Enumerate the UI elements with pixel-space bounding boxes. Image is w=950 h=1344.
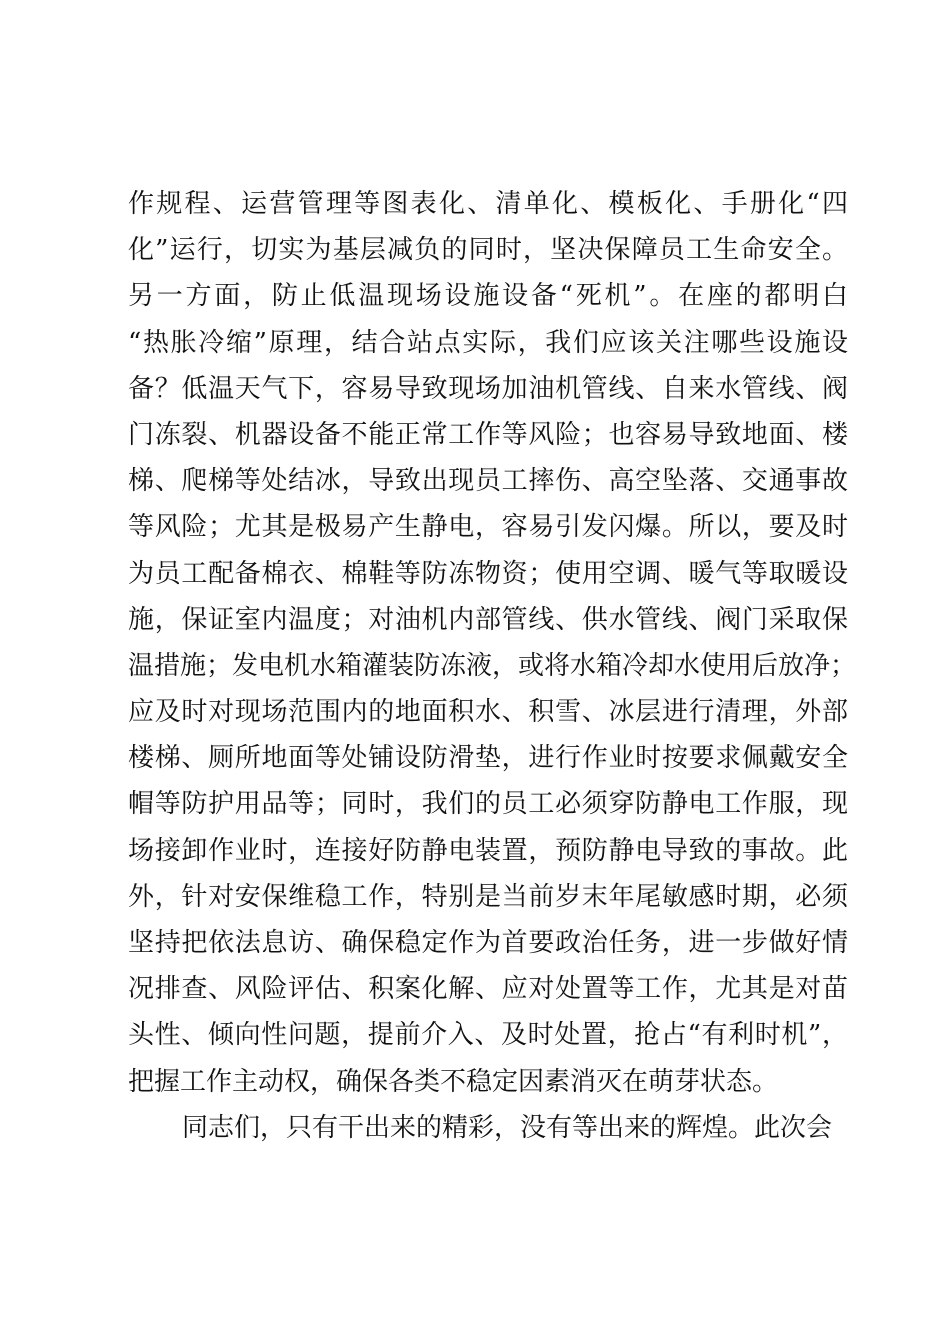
text-line: “热胀冷缩”原理，结合站点实际，我们应该关注哪些设施设 xyxy=(128,327,848,358)
text-line: 场接卸作业时，连接好防静电装置，预防静电导致的事故。此 xyxy=(128,835,848,866)
text-line: 作规程、运营管理等图表化、清单化、模板化、手册化“四 xyxy=(128,189,848,219)
text-line: 化”运行，切实为基层减负的同时，坚决保障员工生命安全。 xyxy=(128,235,848,266)
text-line: 等风险；尤其是极易产生静电，容易引发闪爆。所以，要及时 xyxy=(128,512,848,543)
text-line: 施，保证室内温度；对油机内部管线、供水管线、阀门采取保 xyxy=(128,604,848,635)
text-line: 另一方面，防止低温现场设施设备“死机”。在座的都明白 xyxy=(128,281,848,312)
text-line: 备？低温天气下，容易导致现场加油机管线、自来水管线、阀 xyxy=(128,373,848,404)
text-line: 把握工作主动权，确保各类不稳定因素消灭在萌芽状态。 xyxy=(128,1066,779,1097)
text-line: 应及时对现场范围内的地面积水、积雪、冰层进行清理，外部 xyxy=(128,697,848,728)
text-line: 头性、倾向性问题，提前介入、及时处置，抢占“有利时机”， xyxy=(128,1020,848,1051)
body-text xyxy=(128,181,857,1151)
text-line: 帽等防护用品等；同时，我们的员工必须穿防静电工作服，现 xyxy=(128,789,848,820)
text-line: 楼梯、厕所地面等处铺设防滑垫，进行作业时按要求佩戴安全 xyxy=(128,743,848,774)
text-line: 外，针对安保维稳工作，特别是当前岁末年尾敏感时期，必须 xyxy=(128,881,848,912)
text-line: 梯、爬梯等处结冰，导致出现员工摔伤、高空坠落、交通事故 xyxy=(128,466,848,497)
text-line: 坚持把依法息访、确保稳定作为首要政治任务，进一步做好情 xyxy=(128,928,848,958)
text-line: 况排查、风险评估、积案化解、应对处置等工作，尤其是对苗 xyxy=(128,974,848,1005)
text-line: 温措施；发电机水箱灌装防冻液，或将水箱冷却水使用后放净； xyxy=(128,650,857,681)
paragraph-start-line: 同志们，只有干出来的精彩，没有等出来的辉煌。此次会 xyxy=(182,1112,833,1143)
text-line: 为员工配备棉衣、棉鞋等防冻物资；使用空调、暖气等取暖设 xyxy=(128,558,848,589)
text-line: 门冻裂、机器设备不能正常工作等风险；也容易导致地面、楼 xyxy=(128,419,848,450)
